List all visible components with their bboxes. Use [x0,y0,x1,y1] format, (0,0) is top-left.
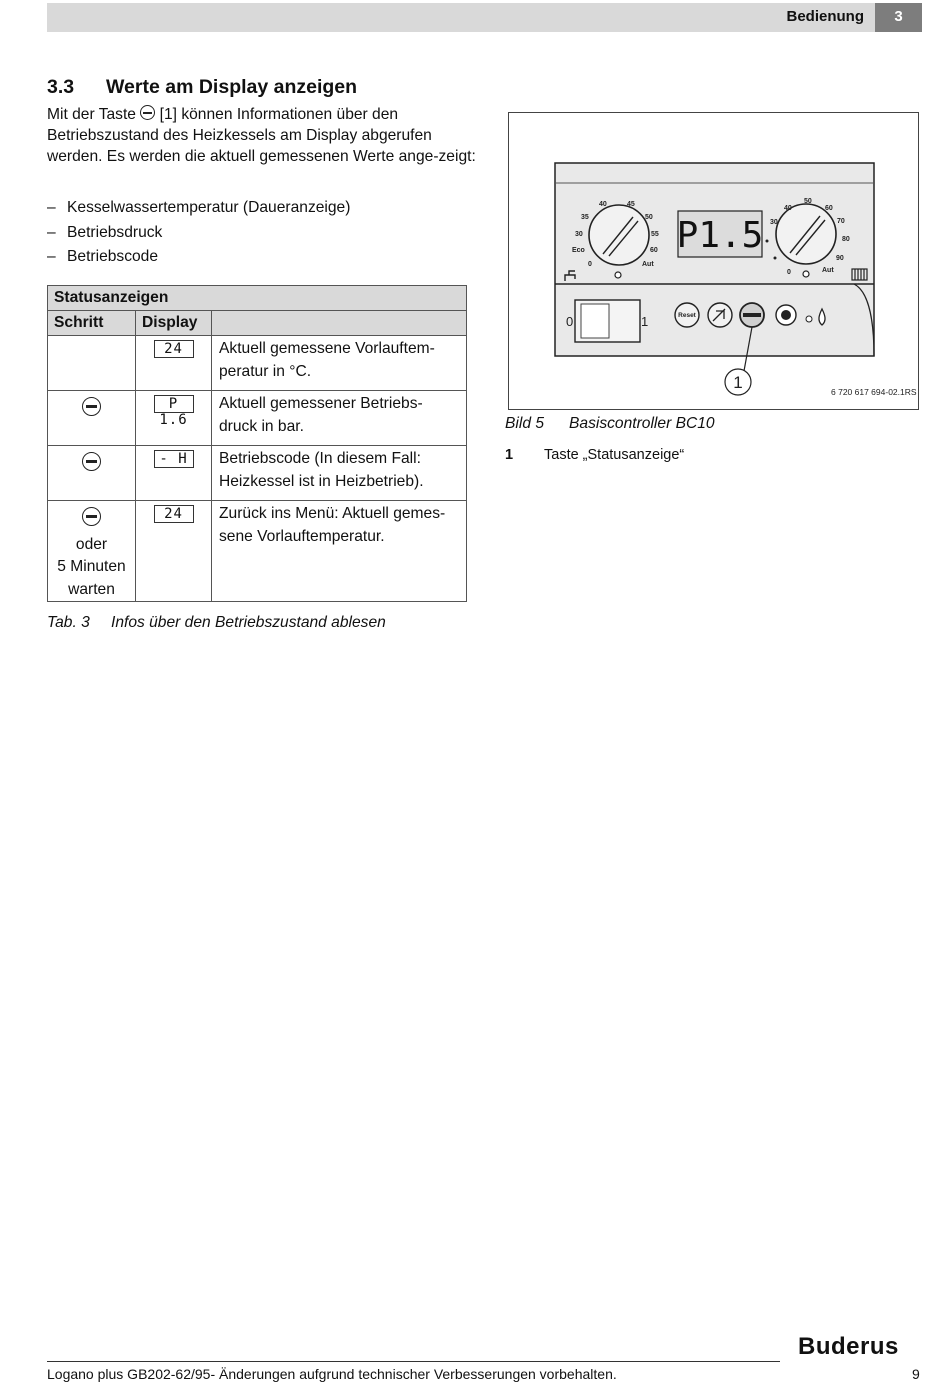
header-bar [47,3,875,32]
list-item: – Betriebsdruck [47,221,350,246]
brand-logo: Buderus [798,1333,899,1360]
intro-text-1: Mit der Taste [47,106,136,123]
table-row [48,336,467,391]
list-item: – Betriebscode [47,245,350,270]
table-title: Statusanzeigen [48,286,467,311]
svg-text:0: 0 [787,269,791,276]
display-readout: P 1.6 [154,395,194,413]
svg-text:Eco: Eco [572,247,585,254]
svg-text:70: 70 [837,218,845,225]
col-header-step: Schritt [48,311,136,336]
figure-caption [505,415,715,433]
status-key-icon [82,452,101,471]
table-caption [47,614,386,632]
svg-text:45: 45 [627,201,635,208]
svg-text:0: 0 [588,261,592,268]
display-cell [136,336,212,391]
status-table [47,285,467,602]
display-readout: 24 [154,505,194,523]
step-cell [48,501,136,602]
caption-label: Bild 5 [505,415,545,432]
intro-text-2: [1] können Informationen über den Betriebszustand des Heizkessels am Display abgerufen werden. Es werden die aktuell gemessenen Werte ange-zeigt: [47,106,476,165]
footer-rule [47,1361,780,1362]
caption-text: Basiscontroller BC10 [569,415,715,432]
svg-text:60: 60 [825,205,833,212]
step-text: oder [75,535,108,553]
svg-text:0: 0 [566,314,574,329]
status-key-icon [82,397,101,416]
step-cell [48,446,136,501]
status-key-icon [140,105,155,120]
intro-paragraph [47,104,477,167]
svg-text:90: 90 [836,255,844,262]
figure-code: 6 720 617 694-02.1RS [831,387,917,397]
table-row [48,391,467,446]
display-cell [136,446,212,501]
description-cell: Aktuell gemessener Betriebs-druck in bar. [212,391,467,446]
display-cell [136,391,212,446]
svg-text:60: 60 [650,247,658,254]
description-cell: Aktuell gemessene Vorlauftem-peratur in °C. [212,336,467,391]
col-header-blank [212,311,467,336]
svg-text:40: 40 [784,205,792,212]
svg-text:55: 55 [651,231,659,238]
step-text: warten [68,580,115,598]
svg-text:50: 50 [645,214,653,221]
page-number: 9 [912,1366,920,1382]
footer-text: Logano plus GB202-62/95- Änderungen aufgrund technischer Verbesserungen vorbehalten. [47,1366,617,1382]
svg-text:Reset: Reset [678,312,696,319]
col-header-display: Display [136,311,212,336]
legend-key: 1 [505,447,514,463]
step-cell [48,391,136,446]
caption-label: Tab. 3 [47,614,90,631]
svg-text:35: 35 [581,214,589,221]
list-item: – Kesselwassertemperatur (Daueranzeige) [47,196,350,221]
chimney-sweep-button [708,303,732,327]
value-list [47,196,350,270]
status-key-icon [82,507,101,526]
step-text: 5 Minuten [57,558,126,575]
svg-text:1: 1 [733,373,743,392]
figure-legend [505,447,684,463]
header-section-title: Bedienung [786,8,864,25]
svg-text:80: 80 [842,236,850,243]
svg-text:30: 30 [770,219,778,226]
legend-text: Taste „Statusanzeige“ [544,447,685,463]
svg-text:Aut: Aut [822,267,834,274]
section-heading [47,76,357,99]
svg-text:30: 30 [575,231,583,238]
svg-text:50: 50 [804,198,812,205]
lcd-value: P1.5 [676,215,764,256]
header-chapter-number: 3 [875,3,922,32]
table-row [48,501,467,602]
description-cell: Betriebscode (In diesem Fall: Heizkessel ist in Heizbetrieb). [212,446,467,501]
table-row [48,446,467,501]
caption-text: Infos über den Betriebszustand ablesen [111,614,386,631]
svg-text:1: 1 [641,314,649,329]
controller-figure [508,112,919,410]
svg-text:40: 40 [599,201,607,208]
section-title: Werte am Display anzeigen [106,76,358,98]
display-readout: - H [154,450,194,468]
display-cell [136,501,212,602]
svg-text:Aut: Aut [642,261,654,268]
display-readout: 24 [154,340,194,358]
section-number: 3.3 [47,76,75,98]
bc10-controller-illustration [509,113,920,411]
step-cell [48,336,136,391]
description-cell: Zurück ins Menü: Aktuell gemes-sene Vorlauftemperatur. [212,501,467,602]
